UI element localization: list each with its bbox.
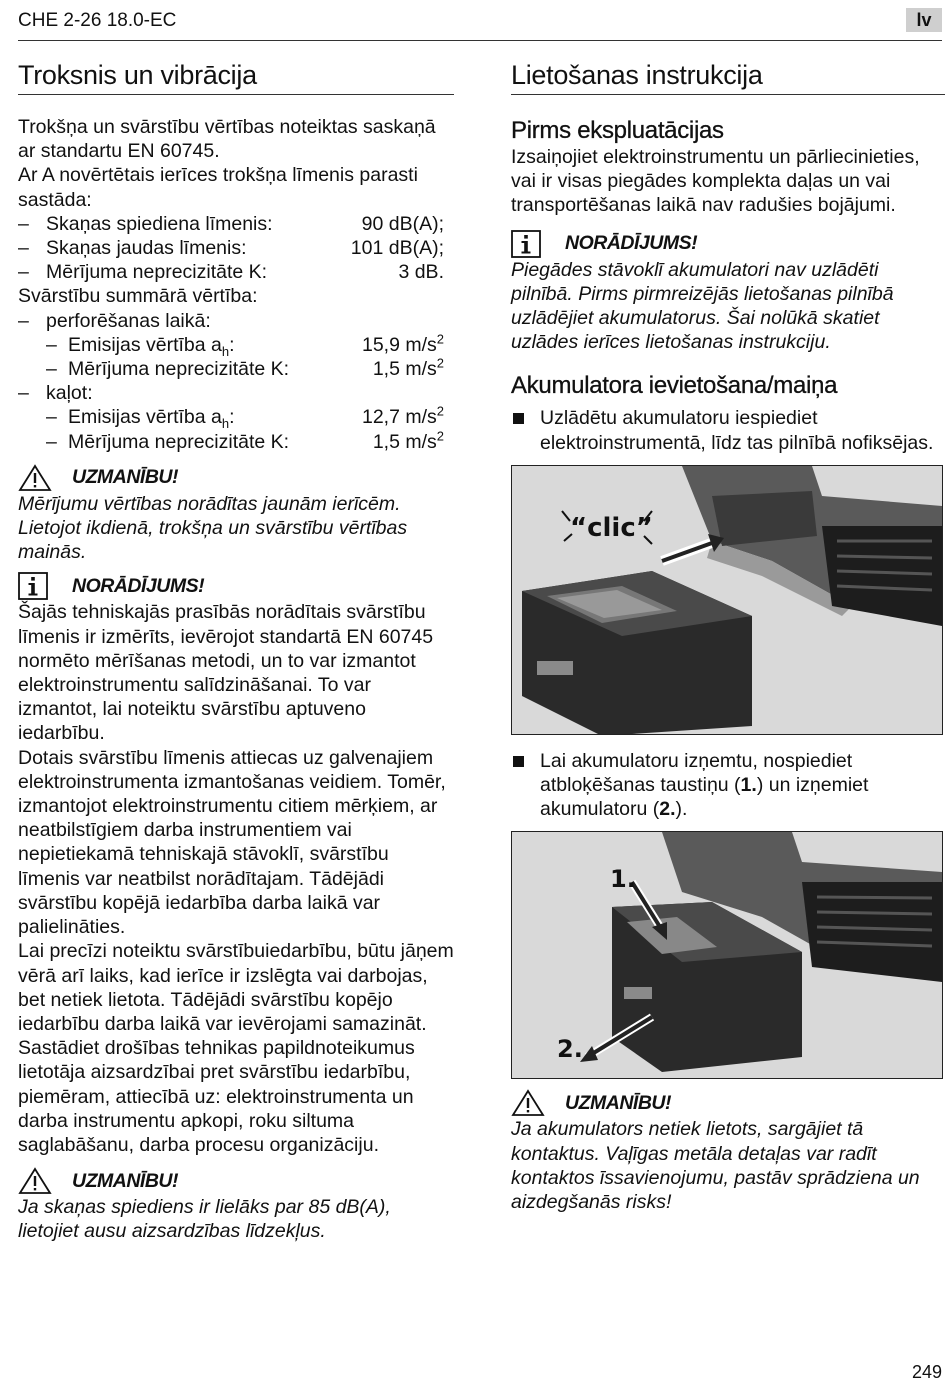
caution-heading bbox=[18, 1167, 454, 1195]
note-paragraph: Sastādiet drošības tehnikas papildnoteikumus lietotāja aizsardzībai pret svārstību iedarbību, piemēram, attiecībā uz: elektroinstrumenta un darba instrumentu apkopi, roku siltuma saglabāšanu, darba procesu organizāciju. bbox=[18, 1037, 415, 1156]
note-text: Piegādes stāvoklī akumulatori nav uzlādēti pilnībā. Pirms pirmreizējās lietošanas pilnībā uzlādējiet akumulatorus. Šai nolūkā skatiet uzlādes ierīces lietošanas instrukciju. bbox=[511, 258, 894, 354]
clic-label: “clic” bbox=[570, 512, 653, 543]
before-use-title: Pirms ekspluatācijas bbox=[511, 117, 724, 144]
bullet-square-icon bbox=[513, 756, 524, 767]
drilling-emission-row: – Emisijas vērtība $a_h$: 15,9 $m/s^2$ bbox=[46, 331, 444, 359]
noise-vibration-title: Troksnis un vibrācija bbox=[18, 60, 454, 95]
page-number: 249 bbox=[911, 1362, 942, 1382]
chiselling-uncertainty-row: – Mērījuma neprecizitāte K: 1,5 $m/s^2$ bbox=[46, 428, 444, 453]
intro-noise-level: Ar A novērtētais ierīces trokšņa līmenis parasti sastāda: bbox=[18, 164, 418, 211]
caution-text: Ja akumulators netiek lietots, sargājiet tā kontaktus. Vaļīgas metāla detaļas var radīt kontaktos īssavienojumu, pastāv sprādziena un aizdegšanās risks! bbox=[511, 1118, 920, 1214]
language-badge: lv bbox=[906, 8, 942, 32]
info-box-icon bbox=[18, 572, 52, 600]
drilling-uncertainty-row: – Mērījuma neprecizitāte K: 1,5 $m/s^2$ bbox=[46, 355, 444, 381]
drilling-label: – perforēšanas laikā: bbox=[18, 309, 211, 332]
note-paragraph: Dotais svārstību līmenis attiecas uz galvenajiem elektroinstrumenta izmantošanas veidiem. Tomēr, izmantojot elektroinstrumentu citiem mērķiem, ar neatbilstīgiem darba instrumentiem vai nepietiekamā tehniskajā stāvoklī, svārstību līmenis var neatbilst norādītajam. Tādējādi svārstību kopējā iedarbība darba laikā var palielināties. bbox=[18, 746, 446, 939]
noise-spec-row: – Mērījuma neprecizitāte K: 3 dB. bbox=[18, 261, 444, 284]
battery-remove-figure bbox=[511, 831, 943, 1079]
vibration-intro: Svārstību summārā vērtība: bbox=[18, 285, 258, 308]
instructions-title: Lietošanas instrukcija bbox=[511, 60, 945, 95]
note-heading bbox=[511, 230, 945, 258]
caution-heading bbox=[18, 464, 454, 492]
header-rule bbox=[18, 40, 942, 41]
caution-text: Mērījumu vērtības norādītas jaunām ierīcēm. Lietojot ikdienā, trokšņa un svārstību vērtības mainās. bbox=[18, 492, 408, 564]
header-model: CHE 2-26 18.0-EC bbox=[18, 10, 177, 31]
battery-insert-figure bbox=[511, 465, 943, 735]
note-paragraph: Lai precīzi noteiktu svārstībuiedarbību, būtu jāņem vērā arī laiks, kad ierīce ir izslēgta vai darbojas, bet netiek lietota. Tādējādi svārstību kopējo iedarbību darba laikā var ievērojami samazināt. bbox=[18, 940, 454, 1035]
step-2-label: 2. bbox=[557, 1035, 583, 1064]
noise-spec-row: – Skaņas spiediena līmenis: 90 dB(A); bbox=[18, 212, 444, 235]
list-item: Uzlādētu akumulatoru iespiediet elektroinstrumentā, līdz tas pilnībā nofiksējas. bbox=[511, 406, 945, 454]
caution-word: UZMANĪBU! bbox=[72, 1169, 178, 1192]
note-word: NORĀDĪJUMS! bbox=[565, 232, 698, 255]
bullet-square-icon bbox=[513, 413, 524, 424]
caution-heading bbox=[511, 1089, 945, 1117]
warning-triangle-icon bbox=[18, 464, 52, 492]
chiselling-label: – kaļot: bbox=[18, 382, 93, 405]
chiselling-emission-row: – Emisijas vērtība $a_h$: 12,7 $m/s^2$ bbox=[46, 403, 444, 432]
right-column bbox=[511, 60, 945, 1214]
warning-triangle-icon bbox=[511, 1089, 545, 1117]
before-use-text: Izsaiņojiet elektroinstrumentu un pārliecinieties, vai ir visas piegādes komplekta daļas un vai transportēšanas laikā nav radušies bojājumi. bbox=[511, 146, 920, 217]
caution-word: UZMANĪBU! bbox=[72, 466, 178, 489]
note-word: NORĀDĪJUMS! bbox=[72, 574, 205, 597]
left-column bbox=[18, 60, 454, 1244]
caution-word: UZMANĪBU! bbox=[565, 1091, 671, 1114]
note-heading bbox=[18, 572, 454, 600]
note-paragraph: Šajās tehniskajās prasībās norādītais svārstību līmenis ir izmērīts, ievērojot standartā EN 60745 normēto mērīšanas metodi, un to var izmantot elektroinstrumentu salīdzināšanai. To var izmantot, lai noteiktu svārstību aptuveno iedarbību. bbox=[18, 601, 434, 745]
warning-triangle-icon bbox=[18, 1167, 52, 1195]
intro-standard: Trokšņa un svārstību vērtības noteiktas saskaņā ar standartu EN 60745. bbox=[18, 116, 436, 163]
caution-text: Ja skaņas spiediens ir lielāks par 85 dB(A), lietojiet ausu aizsardzības līdzekļus. bbox=[18, 1196, 391, 1243]
list-item: Lai akumulatoru izņemtu, nospiediet atbloķēšanas taustiņu (1.) un izņemiet akumulatoru (2.). bbox=[511, 749, 945, 822]
info-box-icon bbox=[511, 230, 545, 258]
battery-insert-title: Akumulatora ievietošana/maiņa bbox=[511, 372, 838, 400]
step-1-label: 1. bbox=[610, 865, 636, 894]
noise-spec-row: – Skaņas jaudas līmenis: 101 dB(A); bbox=[18, 237, 444, 260]
